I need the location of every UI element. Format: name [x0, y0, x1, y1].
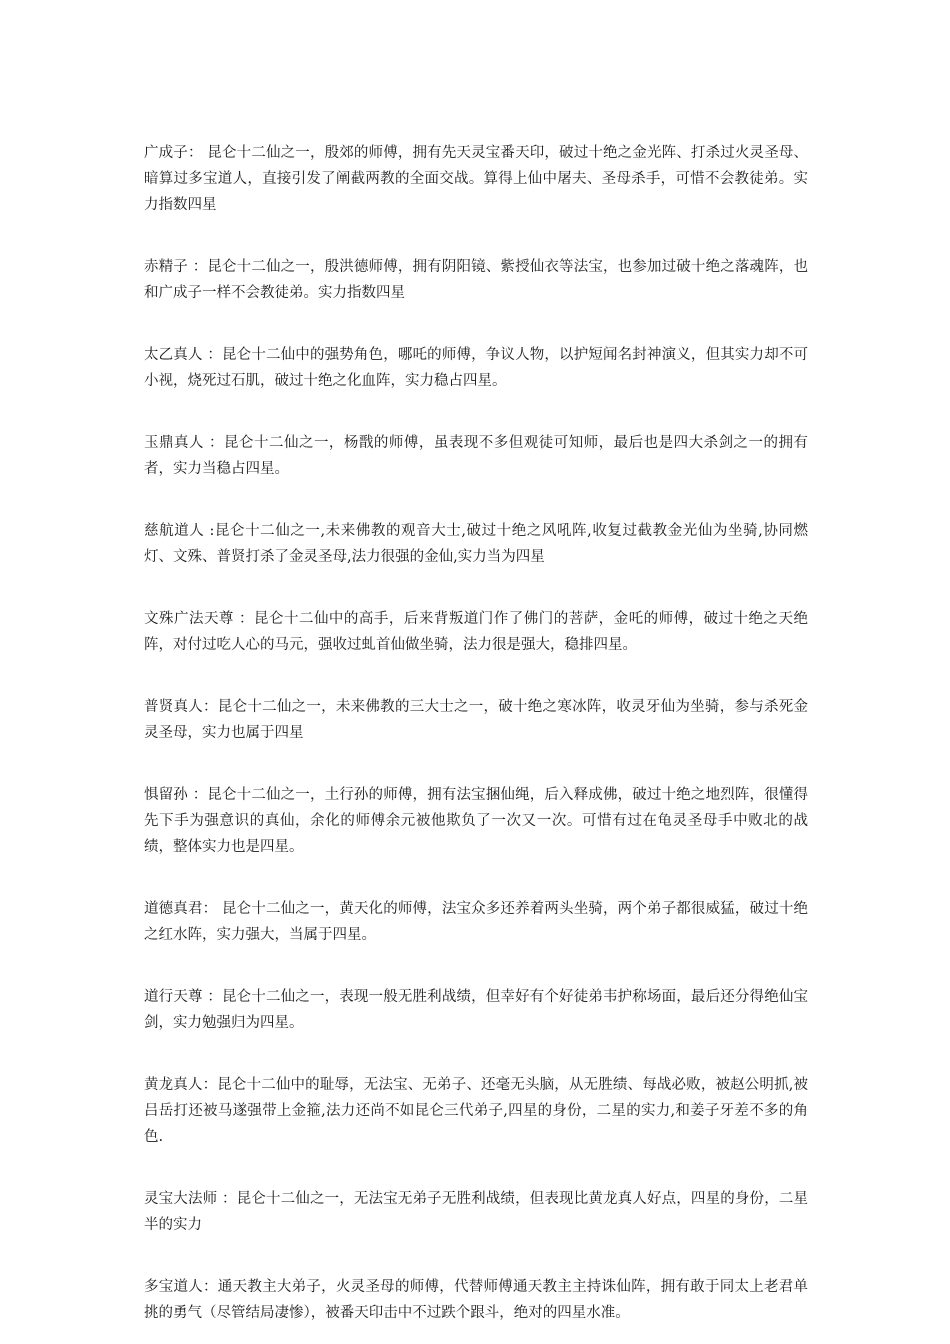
entry-cihang-daoren: 慈航道人 :昆仑十二仙之一,未来佛教的观音大士,破过十绝之风吼阵,收复过截教金光仙为坐骑,协同燃灯、文殊、普贤打杀了金灵圣母,法力很强的金仙,实力当为四星 — [144, 523, 808, 565]
document-body — [144, 140, 808, 1326]
entry-wenshu-guangfa-tianzun: 文殊广法天尊 ：昆仑十二仙中的高手，后来背叛道门作了佛门的菩萨，金吒的师傅，破过十绝之天绝阵，对付过吃人心的马元，强收过虬首仙做坐骑，法力很是强大，稳排四星。 — [144, 611, 808, 653]
entry-taiyi-zhenren: 太乙真人 ：昆仑十二仙中的强势角色，哪吒的师傅，争议人物，以护短闻名封神演义，但其实力却不可小视，烧死过石肌，破过十绝之化血阵，实力稳占四星。 — [144, 347, 808, 389]
entry-lingbao-dafashi: 灵宝大法师 ：昆仑十二仙之一，无法宝无弟子无胜利战绩，但表现比黄龙真人好点，四星的身份，二星半的实力 — [144, 1191, 808, 1233]
entry-daode-zhenjun: 道德真君： 昆仑十二仙之一，黄天化的师傅，法宝众多还养着两头坐骑，两个弟子都很威猛，破过十绝之红水阵，实力强大，当属于四星。 — [144, 901, 808, 943]
entry-daoxing-tianzun: 道行天尊 ：昆仑十二仙之一，表现一般无胜利战绩，但幸好有个好徒弟韦护称场面，最后还分得绝仙宝剑，实力勉强归为四星。 — [144, 989, 808, 1031]
entry-chijingzi: 赤精子 ：昆仑十二仙之一，殷洪德师傅，拥有阴阳镜、紫授仙衣等法宝，也参加过破十绝之落魂阵，也和广成子一样不会教徒弟。实力指数四星 — [144, 259, 808, 301]
entry-huanglong-zhenren: 黄龙真人：昆仑十二仙中的耻辱，无法宝、无弟子、还毫无头脑，从无胜绩、每战必败，被赵公明抓,被吕岳打还被马遂强带上金箍,法力还尚不如昆仑三代弟子,四星的身份，二星的实力,和姜子牙差不多的角色. — [144, 1077, 808, 1145]
entry-yuding-zhenren: 玉鼎真人 ：昆仑十二仙之一，杨戬的师傅，虽表现不多但观徒可知师，最后也是四大杀剑之一的拥有者，实力当稳占四星。 — [144, 435, 808, 477]
entry-juliusun: 惧留孙 ：昆仑十二仙之一，土行孙的师傅，拥有法宝捆仙绳，后入释成佛，破过十绝之地烈阵，很懂得先下手为强意识的真仙，余化的师傅余元被他欺负了一次又一次。可惜有过在龟灵圣母手中败北的战绩，整体实力也是四星。 — [144, 787, 808, 855]
entry-guangchengzi: 广成子： 昆仑十二仙之一，殷郊的师傅，拥有先天灵宝番天印，破过十绝之金光阵、打杀过火灵圣母、暗算过多宝道人，直接引发了阐截两教的全面交战。算得上仙中屠夫、圣母杀手，可惜不会教徒弟。实力指数四星 — [144, 145, 808, 213]
entry-duobao-daoren: 多宝道人：通天教主大弟子，火灵圣母的师傅，代替师傅通天教主主持诛仙阵，拥有敢于同太上老君单挑的勇气（尽管结局凄惨），被番天印击中不过跌个跟斗，绝对的四星水准。 — [144, 1279, 808, 1321]
entry-puxian-zhenren: 普贤真人：昆仑十二仙之一，未来佛教的三大士之一，破十绝之寒冰阵，收灵牙仙为坐骑，参与杀死金灵圣母，实力也属于四星 — [144, 699, 808, 741]
